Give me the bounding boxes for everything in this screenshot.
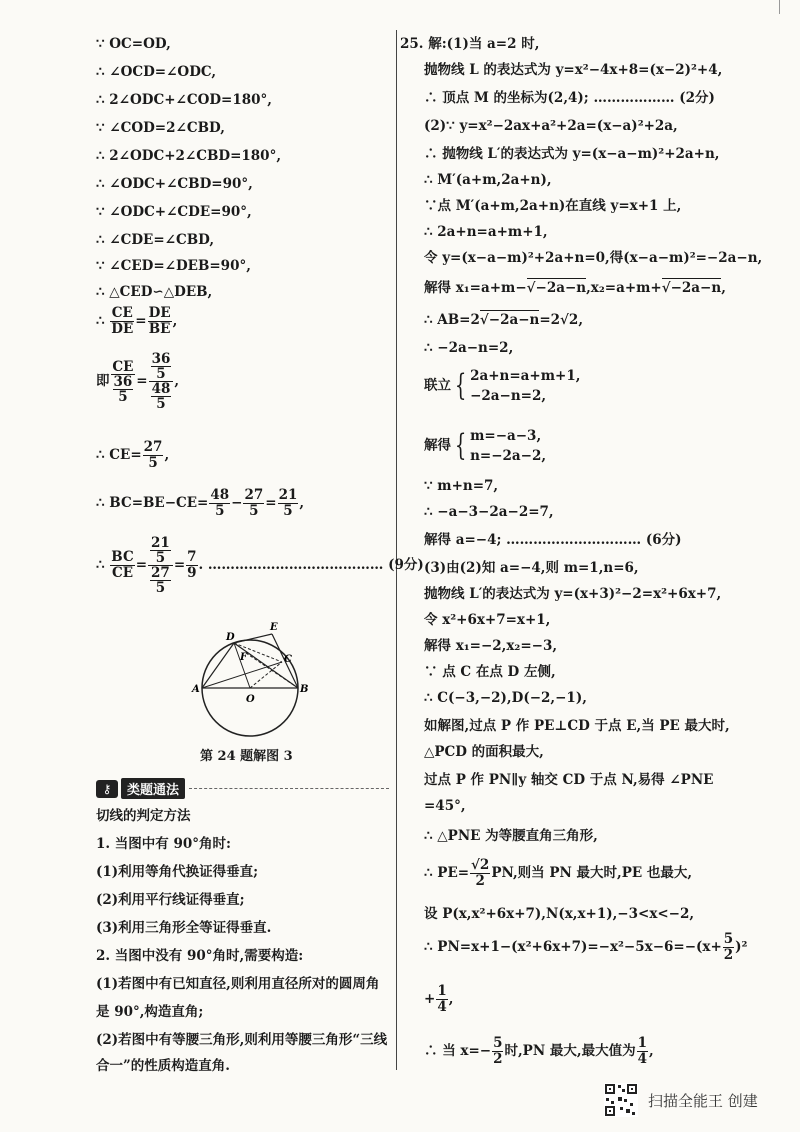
proof-line: ∵ ∠CED=∠DEB=90°, xyxy=(96,258,251,274)
method-item: 2. 当图中没有 90°角时,需要构造: xyxy=(96,948,304,964)
banner-rule xyxy=(189,788,389,789)
scanner-watermark xyxy=(604,1083,758,1117)
solution-line: ∵ 点 C 在点 D 左侧, xyxy=(424,664,556,680)
label-c: C xyxy=(284,654,292,665)
solution-line: 令 x²+6x+7=x+1, xyxy=(424,612,551,628)
solution-line: + $\frac{1}{4}$ , xyxy=(424,983,454,1015)
label-b: B xyxy=(300,684,309,695)
solution-line: ∴ −a−3−2a−2=7, xyxy=(424,504,554,520)
final-ratio-line: ∴ $\frac{BC}{CE}$ = $\frac{\frac{21}{5}}{\frac{27}{5}}$ = $\frac{7}{9}$ . ………………………………… (9分) xyxy=(96,535,424,596)
solution-line: ∴ PN=x+1−(x²+6x+7)=−x²−5x−6=−(x+ $\frac{5}{2}$ )² xyxy=(424,931,748,963)
substitution-line: 即 $\frac{CE}{\frac{36}{5}}$ = $\frac{\frac{36}{5}}{\frac{48}{5}}$ , xyxy=(96,351,180,412)
ce-value-line: ∴ CE= $\frac{27}{5}$ , xyxy=(96,439,170,471)
solution-line: ∴ 抛物线 L′的表达式为 y=(x−a−m)²+2a+n, xyxy=(424,146,720,162)
solution-line: ∴ −2a−n=2, xyxy=(424,340,514,356)
solution-line: ∵ m+n=7, xyxy=(424,478,499,494)
solution-line: 令 y=(x−a−m)²+2a+n=0,得(x−a−m)²=−2a−n, xyxy=(424,250,763,266)
solution-line: 设 P(x,x²+6x+7),N(x,x+1),−3<x<−2, xyxy=(424,906,695,922)
proof-line: ∵ ∠ODC+∠CDE=90°, xyxy=(96,204,252,220)
solution-line: ∵点 M′(a+m,2a+n)在直线 y=x+1 上, xyxy=(424,198,682,214)
solution-line: (3)由(2)知 a=−4,则 m=1,n=6, xyxy=(424,560,639,576)
solution-line: △PCD 的面积最大, xyxy=(424,744,544,760)
solution-line: 抛物线 L 的表达式为 y=x²−4x+8=(x−2)²+4, xyxy=(424,62,723,78)
proof-line: ∴ 2∠ODC+2∠CBD=180°, xyxy=(96,148,282,164)
solution-line: ∴ 当 x=− $\frac{5}{2}$ 时,PN 最大,最大值为 $\frac{1}{4}$ , xyxy=(424,1035,654,1067)
proof-line: ∴ △CED∽△DEB, xyxy=(96,284,213,300)
label-d: D xyxy=(226,632,235,643)
method-item: (2)若图中有等腰三角形,则利用等腰三角形“三线 xyxy=(96,1032,388,1048)
bc-value-line: ∴ BC=BE−CE= $\frac{48}{5}$ − $\frac{27}{5}$ = $\frac{21}{5}$ , xyxy=(96,487,305,519)
segment-de xyxy=(234,634,272,643)
method-title: 切线的判定方法 xyxy=(96,808,191,824)
key-icon: ⚷ xyxy=(96,780,118,798)
solution-line: ∴ 顶点 M 的坐标为(2,4); ……………… (2分) xyxy=(424,90,715,106)
solution-line: 解得 x₁=a+m−√−2a−n,x₂=a+m+√−2a−n, xyxy=(424,280,726,296)
question-number: 25. xyxy=(400,36,424,52)
solution-line: ∴ C(−3,−2),D(−2,−1), xyxy=(424,690,587,706)
solution-line: ∴ △PNE 为等腰直角三角形, xyxy=(424,828,598,844)
geometry-figure xyxy=(190,618,310,738)
banner-label: 类题通法 xyxy=(121,778,185,799)
label-e: E xyxy=(270,622,278,633)
method-item: (1)若图中有已知直径,则利用直径所对的圆周角 xyxy=(96,976,380,992)
solution-line: ∴ AB=2√−2a−n=2√2, xyxy=(424,312,584,328)
method-banner xyxy=(96,778,389,799)
proof-line: ∴ ∠OCD=∠ODC, xyxy=(96,64,217,80)
qr-code-icon xyxy=(604,1083,638,1117)
method-item: (1)利用等角代换证得垂直; xyxy=(96,864,259,880)
solution-line: =45°, xyxy=(424,798,466,814)
method-item: 合一”的性质构造直角. xyxy=(96,1058,230,1074)
proof-line: ∵ ∠COD=2∠CBD, xyxy=(96,120,225,136)
method-item: (3)利用三角形全等证得垂直. xyxy=(96,920,272,936)
method-item: 1. 当图中有 90°角时: xyxy=(96,836,232,852)
label-a: A xyxy=(192,684,200,695)
proof-line: ∴ 2∠ODC+∠COD=180°, xyxy=(96,92,272,108)
solution-line: 如解图,过点 P 作 PE⊥CD 于点 E,当 PE 最大时, xyxy=(424,718,730,734)
proof-line: ∴ ∠CDE=∠CBD, xyxy=(96,232,215,248)
solution-line: 解得 x₁=−2,x₂=−3, xyxy=(424,638,558,654)
proof-line: ∴ ∠ODC+∠CBD=90°, xyxy=(96,176,253,192)
watermark-text: 扫描全能王 创建 xyxy=(648,1091,758,1110)
method-item: (2)利用平行线证得垂直; xyxy=(96,892,245,908)
solution-line: ∴ M′(a+m,2a+n), xyxy=(424,172,552,188)
proof-line: ∵ OC=OD, xyxy=(96,36,171,52)
solution-line: 过点 P 作 PN∥y 轴交 CD 于点 N,易得 ∠PNE xyxy=(424,772,714,788)
segment-do xyxy=(234,643,250,688)
figure-caption: 第 24 题解图 3 xyxy=(200,749,293,764)
method-item: 是 90°,构造直角; xyxy=(96,1004,204,1020)
solution-line: ∴ 2a+n=a+m+1, xyxy=(424,224,548,240)
system-line: 联立 { 2a+n=a+m+1, −2a−n=2, xyxy=(424,368,581,404)
label-o: O xyxy=(246,694,255,705)
system-line: 解得 { m=−a−3, n=−2a−2, xyxy=(424,428,547,464)
ratio-line: ∴ $\frac{CE}{DE}$ = $\frac{DE}{BE}$ , xyxy=(96,305,178,337)
question-header: 25. 解:(1)当 a=2 时, xyxy=(400,36,540,52)
solution-line: (2)∵ y=x²−2ax+a²+2a=(x−a)²+2a, xyxy=(424,118,678,134)
solution-line: 抛物线 L′的表达式为 y=(x+3)²−2=x²+6x+7, xyxy=(424,586,722,602)
solution-line: ∴ PE= $\frac{√2}{2}$ PN,则当 PN 最大时,PE 也最大, xyxy=(424,857,693,889)
label-f: F xyxy=(240,652,248,663)
solution-line: 解得 a=−4; ………………………… (6分) xyxy=(424,532,682,548)
edge-mark xyxy=(779,0,792,14)
